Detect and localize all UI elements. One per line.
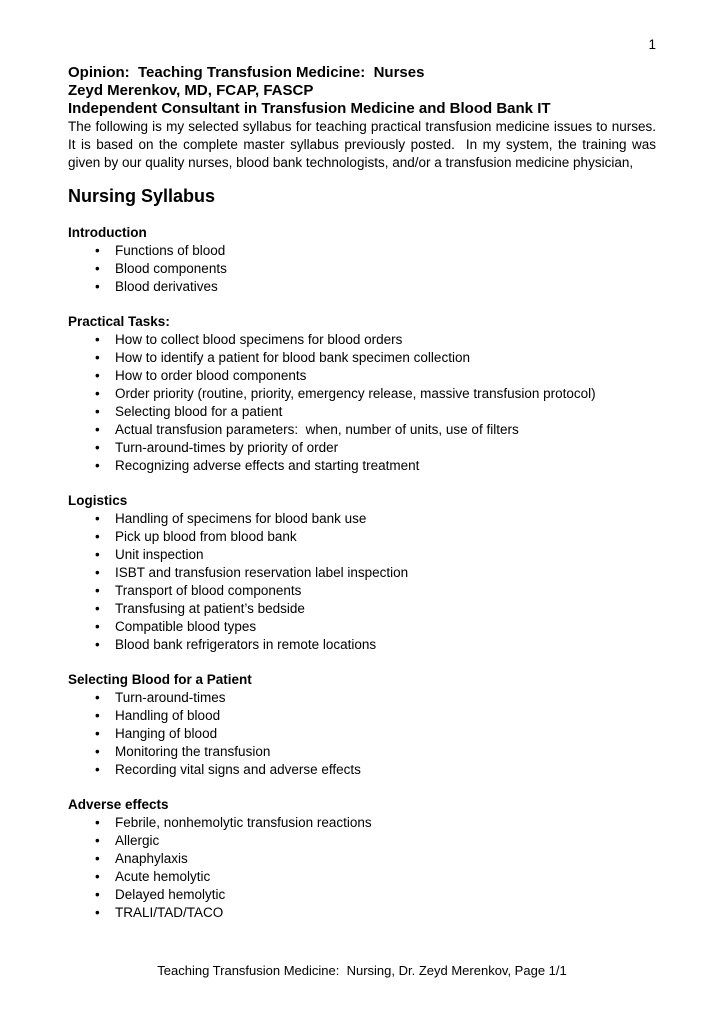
bullet-list: [68, 242, 656, 296]
document-content: [68, 64, 664, 922]
section-title: Introduction: [68, 225, 147, 240]
list-item-text: Allergic: [115, 833, 160, 848]
bullet-icon: •: [95, 422, 100, 437]
bullet-icon: •: [95, 279, 100, 294]
list-item: [68, 618, 656, 636]
bullet-icon: •: [95, 386, 100, 401]
list-item-text: How to identify a patient for blood bank specimen collection: [115, 350, 470, 365]
bullet-list: [68, 689, 656, 779]
bullet-icon: •: [95, 869, 100, 884]
bullet-icon: •: [95, 547, 100, 562]
bullet-icon: •: [95, 565, 100, 580]
list-item-text: Blood derivatives: [115, 279, 218, 294]
list-item: [68, 904, 656, 922]
syllabus-section: [68, 313, 656, 475]
list-item-text: Handling of specimens for blood bank use: [115, 511, 367, 526]
list-item-text: TRALI/TAD/TACO: [115, 905, 224, 920]
list-item-text: Turn-around-times: [115, 690, 226, 705]
list-item-text: Hanging of blood: [115, 726, 218, 741]
list-item-text: Functions of blood: [115, 243, 226, 258]
list-item-text: Transport of blood components: [115, 583, 302, 598]
bullet-icon: •: [95, 511, 100, 526]
bullet-icon: •: [95, 261, 100, 276]
list-item-text: Anaphylaxis: [115, 851, 188, 866]
syllabus-section: [68, 224, 656, 296]
list-item-text: Delayed hemolytic: [115, 887, 226, 902]
list-item: [68, 582, 656, 600]
list-item-text: Turn-around-times by priority of order: [115, 440, 339, 455]
list-item: [68, 403, 656, 421]
syllabus-section: [68, 796, 656, 922]
bullet-icon: •: [95, 905, 100, 920]
syllabus-section: [68, 492, 656, 654]
list-item-text: Selecting blood for a patient: [115, 404, 283, 419]
list-item: [68, 439, 656, 457]
list-item-text: Compatible blood types: [115, 619, 257, 634]
list-item: [68, 850, 656, 868]
list-item: [68, 636, 656, 654]
list-item: [68, 367, 656, 385]
list-item-text: ISBT and transfusion reservation label inspection: [115, 565, 409, 580]
bullet-icon: •: [95, 726, 100, 741]
section-title: Adverse effects: [68, 797, 169, 812]
bullet-list: [68, 331, 656, 475]
list-item: [68, 600, 656, 618]
list-item: [68, 385, 656, 403]
bullet-icon: •: [95, 833, 100, 848]
list-item-text: Acute hemolytic: [115, 869, 211, 884]
list-item-text: How to collect blood specimens for blood orders: [115, 332, 403, 347]
list-item: [68, 564, 656, 582]
syllabus-heading: Nursing Syllabus: [68, 186, 216, 206]
list-item-text: Blood components: [115, 261, 227, 276]
list-item: [68, 457, 656, 475]
list-item-text: Febrile, nonhemolytic transfusion reactions: [115, 815, 372, 830]
list-item-text: Pick up blood from blood bank: [115, 529, 297, 544]
list-item-text: Transfusing at patient’s bedside: [115, 601, 305, 616]
list-item: [68, 743, 656, 761]
list-item: [68, 349, 656, 367]
bullet-icon: •: [95, 368, 100, 383]
list-item-text: Recognizing adverse effects and starting treatment: [115, 458, 420, 473]
list-item: [68, 331, 656, 349]
section-title: Selecting Blood for a Patient: [68, 672, 252, 687]
bullet-icon: •: [95, 583, 100, 598]
bullet-icon: •: [95, 637, 100, 652]
bullet-icon: •: [95, 332, 100, 347]
list-item: [68, 689, 656, 707]
bullet-list: [68, 814, 656, 922]
bullet-icon: •: [95, 601, 100, 616]
bullet-icon: •: [95, 458, 100, 473]
list-item: [68, 707, 656, 725]
bullet-icon: •: [95, 529, 100, 544]
list-item-text: Order priority (routine, priority, emergency release, massive transfusion protocol): [115, 386, 596, 401]
bullet-icon: •: [95, 350, 100, 365]
bullet-icon: •: [95, 404, 100, 419]
syllabus-sections: [68, 224, 656, 922]
bullet-icon: •: [95, 851, 100, 866]
list-item: [68, 886, 656, 904]
page-number: 1: [648, 37, 656, 52]
list-item: [68, 546, 656, 564]
list-item-text: Recording vital signs and adverse effects: [115, 762, 361, 777]
bullet-icon: •: [95, 690, 100, 705]
bullet-icon: •: [95, 708, 100, 723]
list-item: [68, 528, 656, 546]
doc-role: Independent Consultant in Transfusion Medicine and Blood Bank IT: [68, 100, 551, 117]
bullet-icon: •: [95, 619, 100, 634]
page-footer: Teaching Transfusion Medicine: Nursing, Dr. Zeyd Merenkov, Page 1/1: [157, 963, 567, 978]
list-item-text: Blood bank refrigerators in remote locations: [115, 637, 377, 652]
list-item: [68, 278, 656, 296]
list-item: [68, 421, 656, 439]
list-item: [68, 832, 656, 850]
list-item: [68, 260, 656, 278]
bullet-icon: •: [95, 243, 100, 258]
list-item: [68, 868, 656, 886]
section-title: Logistics: [68, 493, 128, 508]
list-item-text: How to order blood components: [115, 368, 307, 383]
list-item: [68, 725, 656, 743]
list-item-text: Handling of blood: [115, 708, 221, 723]
list-item-text: Unit inspection: [115, 547, 204, 562]
bullet-icon: •: [95, 440, 100, 455]
list-item-text: Monitoring the transfusion: [115, 744, 271, 759]
bullet-icon: •: [95, 762, 100, 777]
list-item: [68, 814, 656, 832]
list-item: [68, 242, 656, 260]
list-item: [68, 510, 656, 528]
bullet-icon: •: [95, 744, 100, 759]
intro-paragraph: The following is my selected syllabus for teaching practical transfusion medicine issues to nurses. It is based on the complete master syllabus previously posted. In my system, the training was given by our quality nurses, blood bank technologists, and/or a transfusion medicine physician,: [68, 119, 664, 170]
bullet-icon: •: [95, 815, 100, 830]
doc-title: Opinion: Teaching Transfusion Medicine: Nurses: [68, 64, 425, 81]
bullet-list: [68, 510, 656, 654]
bullet-icon: •: [95, 887, 100, 902]
list-item-text: Actual transfusion parameters: when, number of units, use of filters: [115, 422, 519, 437]
syllabus-section: [68, 671, 656, 779]
list-item: [68, 761, 656, 779]
section-title: Practical Tasks:: [68, 314, 170, 329]
doc-author: Zeyd Merenkov, MD, FCAP, FASCP: [68, 82, 314, 99]
